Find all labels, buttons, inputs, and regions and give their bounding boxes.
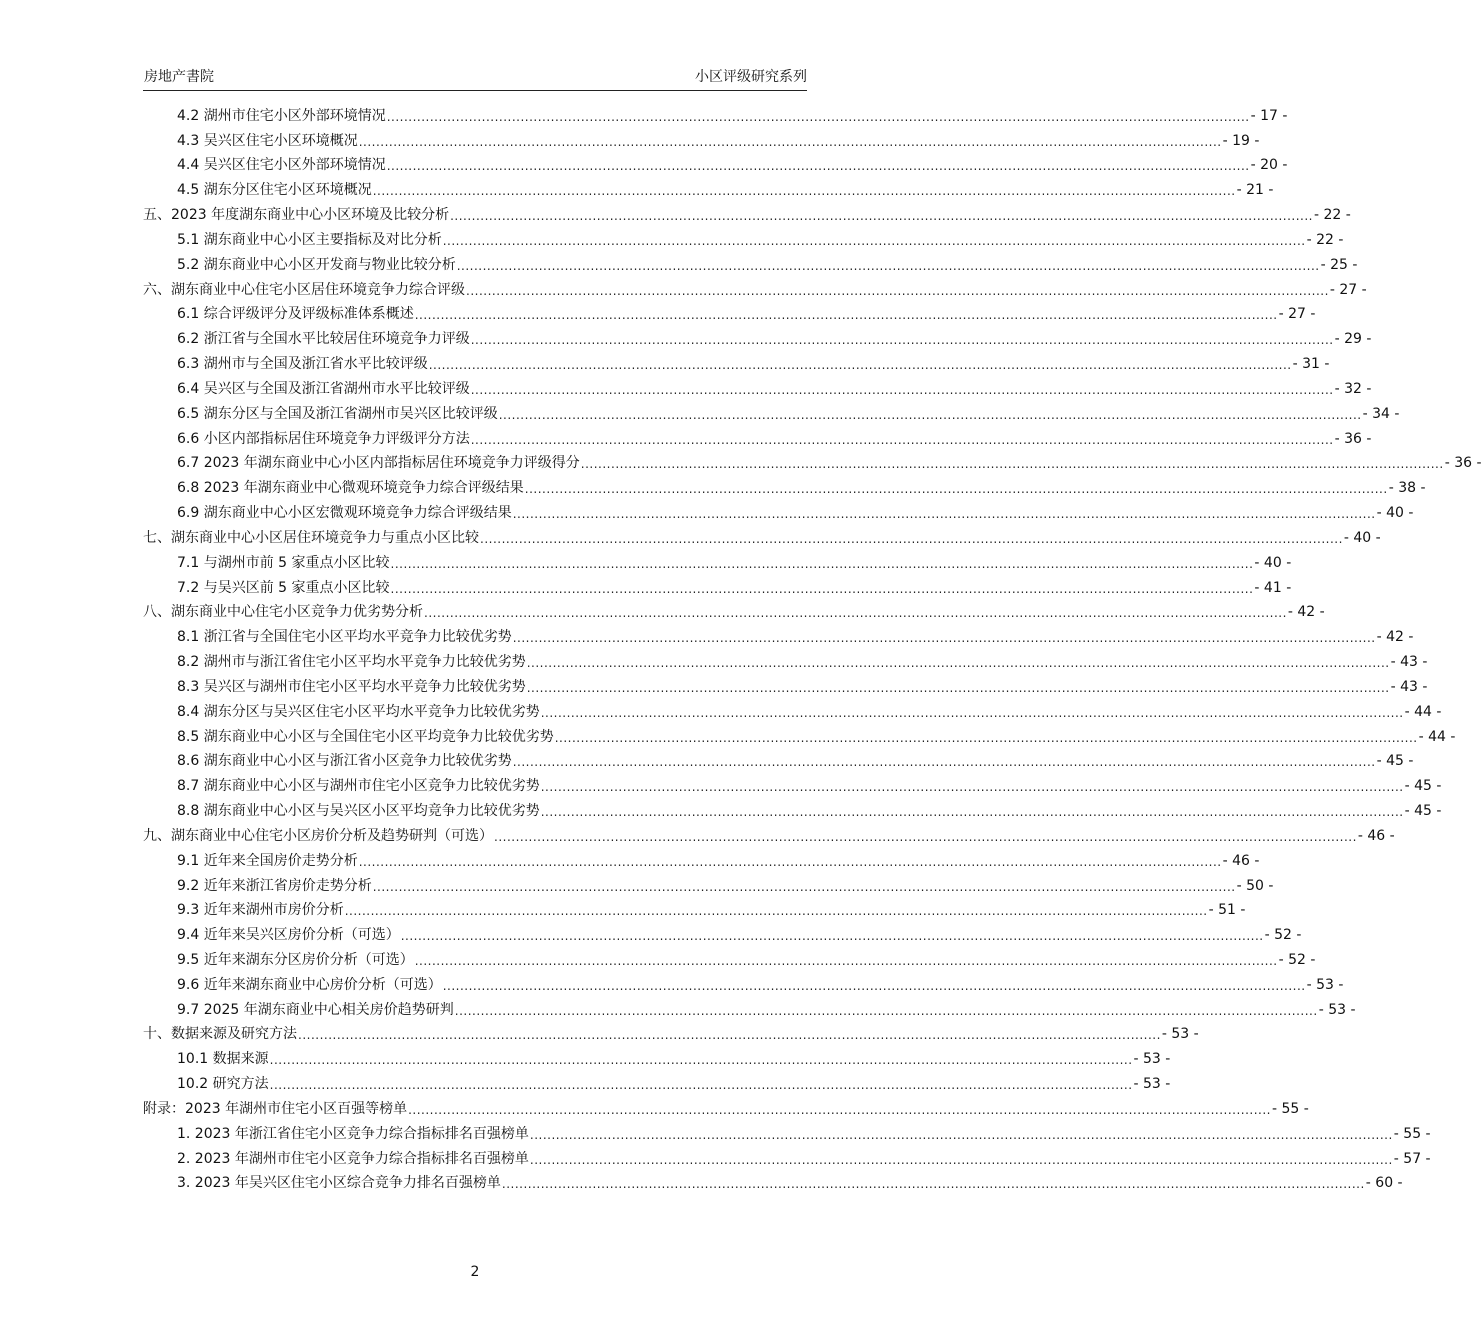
toc-entry-page: - 40 -	[1254, 554, 1292, 571]
toc-section-entry[interactable]	[143, 1119, 1431, 1144]
toc-entry-page: - 57 -	[1393, 1150, 1431, 1167]
toc-section-entry[interactable]	[143, 1144, 1431, 1169]
toc-entry-title: 7.2 与吴兴区前 5 家重点小区比较	[177, 579, 390, 596]
toc-entry-page: - 55 -	[1393, 1125, 1431, 1142]
toc-entry-title: 9.6 近年来湖东商业中心房价分析（可选）	[177, 976, 442, 993]
toc-leader-dots: ........................................................................................................................................................................................................	[269, 1078, 1133, 1093]
toc-entry-title: 8.7 湖东商业中心小区与湖州市住宅小区竞争力比较优劣势	[177, 778, 540, 795]
toc-section-entry[interactable]	[143, 151, 1288, 176]
toc-entry-page: - 27 -	[1329, 281, 1367, 298]
toc-leader-dots: ........................................................................................................................................................................................................	[454, 1003, 1318, 1018]
toc-entry-page: - 42 -	[1376, 629, 1414, 646]
toc-entry-page: - 43 -	[1390, 654, 1428, 671]
toc-leader-dots: ........................................................................................................................................................................................................	[512, 507, 1376, 522]
toc-leader-dots: ........................................................................................................................................................................................................	[480, 531, 1343, 546]
toc-section-entry[interactable]	[143, 548, 1292, 573]
toc-section-entry[interactable]	[143, 175, 1274, 200]
toc-entry-title: 六、湖东商业中心住宅小区居住环境竞争力综合评级	[143, 281, 465, 298]
toc-entry-title: 八、湖东商业中心住宅小区竞争力优劣势分析	[143, 604, 423, 621]
toc-entry-page: - 29 -	[1334, 331, 1372, 348]
toc-section-entry[interactable]	[143, 374, 1372, 399]
toc-entry-page: - 20 -	[1250, 157, 1288, 174]
toc-section-entry[interactable]	[143, 647, 1428, 672]
toc-entry-page: - 53 -	[1318, 1001, 1356, 1018]
toc-leader-dots: ........................................................................................................................................................................................................	[344, 904, 1208, 919]
toc-entry-page: - 46 -	[1222, 852, 1260, 869]
toc-leader-dots: ........................................................................................................................................................................................................	[414, 953, 1278, 968]
toc-section-entry[interactable]	[143, 871, 1274, 896]
toc-entry-title: 6.9 湖东商业中心小区宏微观环境竞争力综合评级结果	[177, 505, 512, 522]
toc-entry-title: 9.4 近年来吴兴区房价分析（可选）	[177, 927, 400, 944]
toc-leader-dots: ........................................................................................................................................................................................................	[470, 382, 1334, 397]
toc-entry-page: - 51 -	[1208, 902, 1246, 919]
toc-section-entry[interactable]	[143, 896, 1246, 921]
toc-entry-title: 6.8 2023 年湖东商业中心微观环境竞争力综合评级结果	[177, 480, 524, 497]
toc-entry-title: 五、2023 年度湖东商业中心小区环境及比较分析	[143, 207, 450, 224]
toc-entry-title: 5.2 湖东商业中心小区开发商与物业比较分析	[177, 256, 456, 273]
toc-leader-dots: ........................................................................................................................................................................................................	[470, 333, 1334, 348]
toc-entry-page: - 45 -	[1376, 753, 1414, 770]
toc-entry-title: 8.8 湖东商业中心小区与吴兴区小区平均竞争力比较优劣势	[177, 803, 540, 820]
toc-entry-page: - 22 -	[1306, 231, 1344, 248]
toc-leader-dots: ........................................................................................................................................................................................................	[529, 1152, 1393, 1167]
toc-section-entry[interactable]	[143, 126, 1260, 151]
toc-entry-title: 5.1 湖东商业中心小区主要指标及对比分析	[177, 231, 442, 248]
toc-entry-page: - 45 -	[1404, 778, 1442, 795]
toc-leader-dots: ........................................................................................................................................................................................................	[298, 1028, 1161, 1043]
toc-entry-title: 4.3 吴兴区住宅小区环境概况	[177, 132, 358, 149]
toc-section-entry[interactable]	[143, 101, 1288, 126]
toc-leader-dots: ........................................................................................................................................................................................................	[526, 656, 1390, 671]
toc-entry-page: - 17 -	[1250, 107, 1288, 124]
toc-leader-dots: ........................................................................................................................................................................................................	[372, 879, 1236, 894]
toc-entry-page: - 21 -	[1236, 182, 1274, 199]
toc-entry-title: 2. 2023 年湖州市住宅小区竞争力综合指标排名百强榜单	[177, 1150, 529, 1167]
toc-entry-page: - 55 -	[1271, 1100, 1309, 1117]
toc-chapter-entry[interactable]	[143, 523, 1381, 548]
toc-entry-title: 6.2 浙江省与全国水平比较居住环境竞争力评级	[177, 331, 470, 348]
toc-entry-title: 1. 2023 年浙江省住宅小区竞争力综合指标排名百强榜单	[177, 1125, 529, 1142]
toc-leader-dots: ........................................................................................................................................................................................................	[540, 780, 1404, 795]
toc-leader-dots: ........................................................................................................................................................................................................	[390, 581, 1254, 596]
toc-leader-dots: ........................................................................................................................................................................................................	[540, 805, 1404, 820]
toc-entry-page: - 53 -	[1133, 1051, 1171, 1068]
toc-entry-page: - 52 -	[1264, 927, 1302, 944]
toc-leader-dots: ........................................................................................................................................................................................................	[386, 109, 1250, 124]
toc-chapter-entry[interactable]	[143, 275, 1367, 300]
toc-leader-dots: ........................................................................................................................................................................................................	[400, 929, 1264, 944]
toc-entry-page: - 45 -	[1404, 803, 1442, 820]
toc-leader-dots: ........................................................................................................................................................................................................	[554, 730, 1418, 745]
toc-entry-page: - 19 -	[1222, 132, 1260, 149]
toc-entry-title: 6.5 湖东分区与全国及浙江省湖州市吴兴区比较评级	[177, 405, 498, 422]
toc-chapter-entry[interactable]	[143, 1094, 1309, 1119]
toc-section-entry[interactable]	[143, 970, 1344, 995]
toc-entry-title: 6.4 吴兴区与全国及浙江省湖州市水平比较评级	[177, 380, 470, 397]
toc-entry-page: - 27 -	[1278, 306, 1316, 323]
toc-entry-title: 9.1 近年来全国房价走势分析	[177, 852, 358, 869]
toc-section-entry[interactable]	[143, 399, 1400, 424]
toc-entry-page: - 41 -	[1254, 579, 1292, 596]
toc-leader-dots: ........................................................................................................................................................................................................	[526, 680, 1390, 695]
toc-leader-dots: ........................................................................................................................................................................................................	[372, 184, 1236, 199]
toc-leader-dots: ........................................................................................................................................................................................................	[580, 457, 1444, 472]
toc-section-entry[interactable]	[143, 1069, 1171, 1094]
toc-leader-dots: ........................................................................................................................................................................................................	[269, 1053, 1133, 1068]
toc-section-entry[interactable]	[143, 747, 1414, 772]
page-header	[143, 66, 807, 91]
toc-entry-page: - 52 -	[1278, 951, 1316, 968]
toc-entry-title: 3. 2023 年吴兴区住宅小区综合竞争力排名百强榜单	[177, 1175, 501, 1192]
toc-entry-page: - 38 -	[1388, 480, 1426, 497]
toc-entry-title: 9.5 近年来湖东分区房价分析（可选）	[177, 951, 414, 968]
toc-section-entry[interactable]	[143, 796, 1442, 821]
toc-entry-page: - 36 -	[1444, 455, 1482, 472]
page-number: 2	[470, 1264, 480, 1280]
toc-section-entry[interactable]	[143, 449, 1482, 474]
toc-entry-title: 9.7 2025 年湖东商业中心相关房价趋势研判	[177, 1001, 454, 1018]
toc-section-entry[interactable]	[143, 349, 1330, 374]
toc-leader-dots: ........................................................................................................................................................................................................	[498, 407, 1362, 422]
toc-section-entry[interactable]	[143, 846, 1260, 871]
toc-entry-title: 七、湖东商业中心小区居住环境竞争力与重点小区比较	[143, 529, 479, 546]
toc-entry-page: - 25 -	[1320, 256, 1358, 273]
toc-leader-dots: ........................................................................................................................................................................................................	[501, 1177, 1365, 1192]
toc-leader-dots: ........................................................................................................................................................................................................	[386, 159, 1250, 174]
toc-leader-dots: ........................................................................................................................................................................................................	[529, 1127, 1393, 1142]
toc-section-entry[interactable]	[143, 995, 1356, 1020]
toc-leader-dots: ........................................................................................................................................................................................................	[450, 209, 1313, 224]
toc-entry-title: 8.6 湖东商业中心小区与浙江省小区竞争力比较优劣势	[177, 753, 512, 770]
toc-leader-dots: ........................................................................................................................................................................................................	[540, 705, 1404, 720]
toc-chapter-entry[interactable]	[143, 1020, 1199, 1045]
toc-entry-page: - 42 -	[1287, 604, 1325, 621]
header-publisher: 房地产書院	[144, 69, 214, 85]
toc-leader-dots: ........................................................................................................................................................................................................	[456, 258, 1320, 273]
toc-leader-dots: ........................................................................................................................................................................................................	[512, 631, 1376, 646]
toc-entry-title: 8.5 湖东商业中心小区与全国住宅小区平均竞争力比较优劣势	[177, 728, 554, 745]
toc-entry-page: - 31 -	[1292, 356, 1330, 373]
toc-entry-title: 8.2 湖州市与浙江省住宅小区平均水平竞争力比较优劣势	[177, 654, 526, 671]
toc-section-entry[interactable]	[143, 920, 1302, 945]
toc-leader-dots: ........................................................................................................................................................................................................	[424, 606, 1287, 621]
toc-entry-page: - 36 -	[1334, 430, 1372, 447]
toc-entry-page: - 40 -	[1343, 529, 1381, 546]
toc-section-entry[interactable]	[143, 573, 1292, 598]
toc-entry-title: 4.4 吴兴区住宅小区外部环境情况	[177, 157, 386, 174]
toc-section-entry[interactable]	[143, 722, 1456, 747]
toc-entry-page: - 44 -	[1404, 703, 1442, 720]
toc-entry-title: 9.2 近年来浙江省房价走势分析	[177, 877, 372, 894]
toc-leader-dots: ........................................................................................................................................................................................................	[442, 233, 1306, 248]
toc-section-entry[interactable]	[143, 771, 1442, 796]
toc-entry-title: 9.3 近年来湖州市房价分析	[177, 902, 344, 919]
toc-entry-page: - 44 -	[1418, 728, 1456, 745]
toc-chapter-entry[interactable]	[143, 598, 1325, 623]
toc-entry-page: - 53 -	[1161, 1026, 1199, 1043]
toc-leader-dots: ........................................................................................................................................................................................................	[358, 134, 1222, 149]
toc-leader-dots: ........................................................................................................................................................................................................	[408, 1102, 1271, 1117]
toc-entry-page: - 46 -	[1357, 827, 1395, 844]
toc-entry-title: 十、数据来源及研究方法	[143, 1026, 297, 1043]
toc-leader-dots: ........................................................................................................................................................................................................	[414, 308, 1278, 323]
toc-entry-page: - 53 -	[1306, 976, 1344, 993]
toc-section-entry[interactable]	[143, 424, 1372, 449]
toc-leader-dots: ........................................................................................................................................................................................................	[524, 482, 1388, 497]
toc-section-entry[interactable]	[143, 1169, 1403, 1194]
toc-entry-page: - 40 -	[1376, 505, 1414, 522]
toc-leader-dots: ........................................................................................................................................................................................................	[512, 755, 1376, 770]
toc-section-entry[interactable]	[143, 945, 1316, 970]
toc-entry-page: - 50 -	[1236, 877, 1274, 894]
toc-leader-dots: ........................................................................................................................................................................................................	[470, 432, 1334, 447]
toc-entry-title: 6.7 2023 年湖东商业中心小区内部指标居住环境竞争力评级得分	[177, 455, 580, 472]
toc-entry-title: 6.1 综合评级评分及评级标准体系概述	[177, 306, 414, 323]
toc-section-entry[interactable]	[143, 250, 1358, 275]
toc-section-entry[interactable]	[143, 300, 1316, 325]
toc-entry-page: - 43 -	[1390, 678, 1428, 695]
toc-leader-dots: ........................................................................................................................................................................................................	[358, 854, 1222, 869]
toc-entry-title: 6.3 湖州市与全国及浙江省水平比较评级	[177, 356, 428, 373]
toc-entry-title: 10.2 研究方法	[177, 1076, 269, 1093]
toc-entry-title: 7.1 与湖州市前 5 家重点小区比较	[177, 554, 390, 571]
toc-entry-title: 附录：2023 年湖州市住宅小区百强等榜单	[143, 1100, 408, 1117]
toc-section-entry[interactable]	[143, 622, 1414, 647]
toc-section-entry[interactable]	[143, 225, 1344, 250]
toc-entry-title: 8.1 浙江省与全国住宅小区平均水平竞争力比较优劣势	[177, 629, 512, 646]
toc-leader-dots: ........................................................................................................................................................................................................	[428, 358, 1292, 373]
toc-chapter-entry[interactable]	[143, 200, 1351, 225]
toc-section-entry[interactable]	[143, 498, 1414, 523]
toc-entry-page: - 32 -	[1334, 380, 1372, 397]
toc-entry-title: 4.5 湖东分区住宅小区环境概况	[177, 182, 372, 199]
toc-chapter-entry[interactable]	[143, 821, 1395, 846]
toc-entry-title: 8.3 吴兴区与湖州市住宅小区平均水平竞争力比较优劣势	[177, 678, 526, 695]
toc-section-entry[interactable]	[143, 672, 1428, 697]
header-series-title: 小区评级研究系列	[695, 69, 807, 85]
toc-section-entry[interactable]	[143, 697, 1442, 722]
toc-entry-title: 10.1 数据来源	[177, 1051, 269, 1068]
toc-section-entry[interactable]	[143, 324, 1372, 349]
toc-leader-dots: ........................................................................................................................................................................................................	[442, 978, 1306, 993]
toc-entry-page: - 53 -	[1133, 1076, 1171, 1093]
toc-section-entry[interactable]	[143, 1044, 1171, 1069]
toc-entry-title: 九、湖东商业中心住宅小区房价分析及趋势研判（可选）	[143, 827, 493, 844]
toc-section-entry[interactable]	[143, 473, 1426, 498]
toc-entry-title: 6.6 小区内部指标居住环境竞争力评级评分方法	[177, 430, 470, 447]
toc-entry-title: 8.4 湖东分区与吴兴区住宅小区平均水平竞争力比较优劣势	[177, 703, 540, 720]
toc-leader-dots: ........................................................................................................................................................................................................	[494, 829, 1357, 844]
toc-entry-page: - 60 -	[1365, 1175, 1403, 1192]
toc-leader-dots: ........................................................................................................................................................................................................	[466, 283, 1329, 298]
toc-entry-page: - 34 -	[1362, 405, 1400, 422]
toc-entry-title: 4.2 湖州市住宅小区外部环境情况	[177, 107, 386, 124]
toc-entry-page: - 22 -	[1313, 207, 1351, 224]
table-of-contents	[143, 101, 1482, 1193]
toc-leader-dots: ........................................................................................................................................................................................................	[390, 556, 1254, 571]
